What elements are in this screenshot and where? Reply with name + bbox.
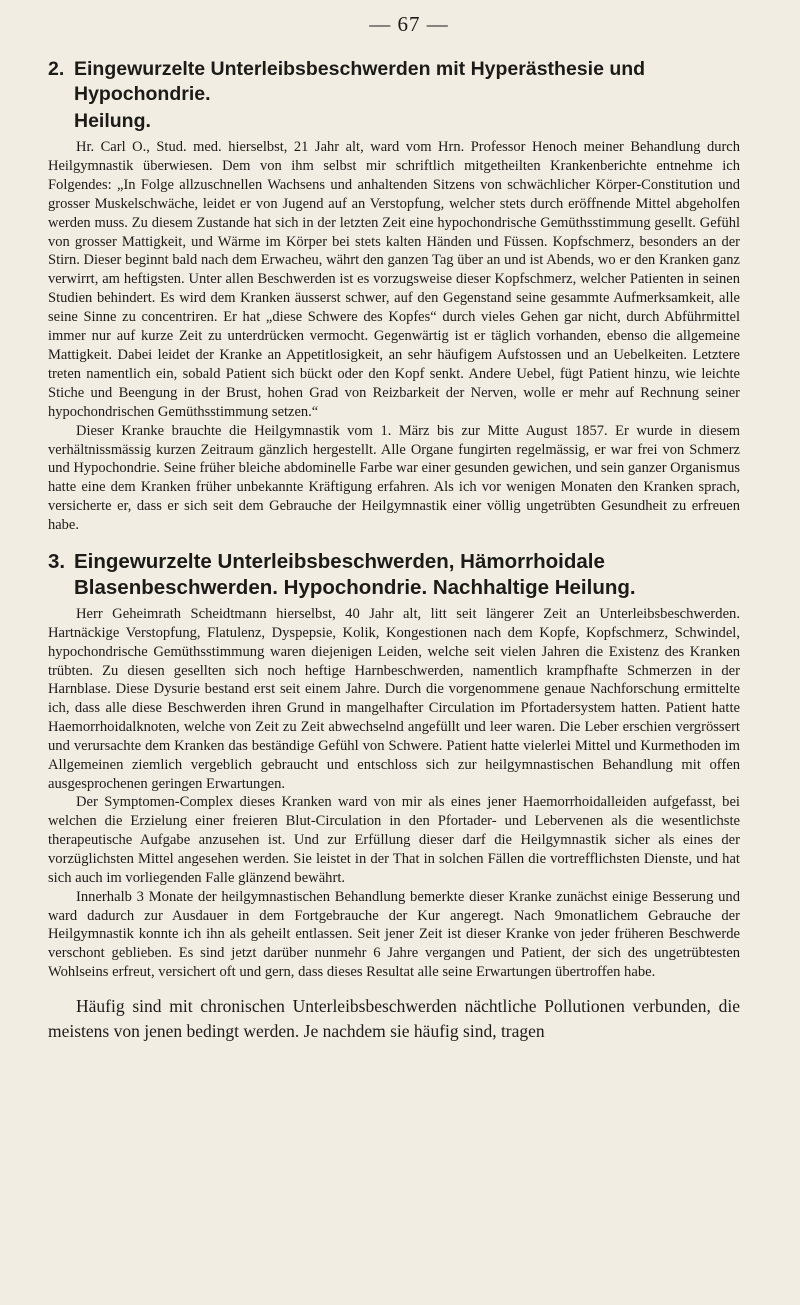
paragraph: Hr. Carl O., Stud. med. hierselbst, 21 Jahr alt, ward vom Hrn. Professor Henoch meiner Behandlung durch Heilgymnastik überwiesen. Dem von ihm selbst mir schriftlich mitgetheilten Krankenberichte entnehme ich Folgendes: „In Folge allzuschnellen Wachsens und anhaltenden Sitzens von schwächlicher Körper-Constitution und grosser Muskelschwäche, leidet er von Jugend auf an Verstopfung, welcher stets durch eröffnende Mittel abgeholfen werden muss. Zu diesem Zustande hat sich in der letzten Zeit eine hypochondrische Gemüthsstimmung gesellt. Gefühl von grosser Mattigkeit, und Wärme im Körper bei stets kalten Händen und Füssen. Kopfschmerz, besonders an der Stirn. Dieser beginnt bald nach dem Erwacheu, währt den ganzen Tag über an und ist Abends, wo er den Kranken ganz verwirrt, am heftigsten. Unter allen Beschwerden ist es vorzugsweise dieser Kopfschmerz, welcher Patienten in seinen Studien behindert. Es wird dem Kranken äusserst schwer, auf den Gegenstand seine gesammte Aufmerksamkeit, alle seine Sinne zu concentriren. Er hat „diese Schwere des Kopfes“ durch vieles Gehen gar nicht, durch Abführmittel immer nur auf kurze Zeit zu unterdrücken vermocht. Gegenwärtig ist er täglich vorhanden, ebenso die allgemeine Mattigkeit. Dabei leidet der Kranke an Appetitlosigkeit, an sehr häufigem Aufstossen und an Uebelkeiten. Letztere treten namentlich ein, sobald Patient sich bückt oder den Kopf senkt. Andere Uebel, fügt Patient hinzu, wie leichte Stiche und Beengung in der Brust, hohen Grad von Reizbarkeit der Nerven, wolle er mehr auf Rechnung seiner hypochondrischen Gemüthsstimmung setzen.“ (48, 139, 740, 420)
section-title: Eingewurzelte Unterleibsbeschwerden, Hämorrhoidale Blasenbeschwerden. Hypochondrie. Nachhaltige Heilung. (74, 550, 636, 600)
case-section-2 (48, 57, 740, 535)
section-subtitle: Heilung. (74, 110, 151, 132)
page-number: — 67 — (369, 12, 449, 36)
closing-paragraph: Häufig sind mit chronischen Unterleibsbeschwerden nächtliche Pollutionen verbunden, die meistens von jenen bedingt werden. Je nachdem sie häufig sind, tragen (48, 995, 740, 1041)
paragraph: Herr Geheimrath Scheidtmann hierselbst, 40 Jahr alt, litt seit längerer Zeit an Unterleibsbeschwerden. Hartnäckige Verstopfung, Flatulenz, Dyspepsie, Kolik, Kongestionen nach dem Kopfe, Kopfschmerz, Schwindel, hypochondrische Gemüthsstimmung waren diejenigen Leiden, welche seit vielen Jahren die Existenz des Kranken trübten. Zu diesen gesellten sich noch heftige Harnbeschwerden, namentlich krampfhafte Schmerzen in der Harnblase. Diese Dysurie bestand erst seit einem Jahre. Durch die vorgenommene genaue Nachforschung ermittelte ich, dass alle diese Beschwerden ihren Grund in mangelhafter Circulation im Pfortadersystem hatten. Patient hatte Haemorrhoidalknoten, welche von Zeit zu Zeit abwechselnd angefüllt und leer waren. Die Leber erschien vergrössert und verursachte dem Kranken das beständige Gefühl von Schwere. Patient hatte vielerlei Mittel und Kurmethoden im Allgemeinen ziemlich vergeblich gebraucht und entschloss sich zur heilgymnastischen Behandlung mit offen ausgesprochenen geringen Erwartungen. (48, 606, 740, 792)
section-heading (48, 57, 740, 107)
case-section-3 (48, 549, 740, 982)
section-title: Eingewurzelte Unterleibsbeschwerden mit Hyperästhesie und Hypochondrie. (74, 58, 646, 105)
paragraph: Der Symptomen-Complex dieses Kranken ward von mir als eines jener Haemorrhoidalleiden aufgefasst, bei welchen die Erzielung einer freieren Blut-Circulation in den Pfortader- und Lebervenen als die wesentlichste therapeutische Aufgabe anzusehen ist. Und zur Erfüllung dieser darf die Heilgymnastik sicher als eines der vorzüglichsten Mittel angesehen werden. Sie leistet in der That in solchen Fällen die vortrefflichsten Dienste, und hat sich auch im vorliegenden Falle glänzend bewährt. (48, 794, 740, 886)
section-heading (48, 549, 740, 601)
paragraph: Dieser Kranke brauchte die Heilgymnastik vom 1. März bis zur Mitte August 1857. Er wurde in diesem verhältnissmässig kurzen Zeitraum gänzlich hergestellt. Alle Organe fungirten regelmässig, er war frei von Schmerz und Hypochondrie. Seine früher bleiche abdominelle Farbe war einer gesunden gewichen, und sein ganzer Organismus hatte eine dem Kranken früher unbekannte Kräftigung erfahren. Als ich vor wenigen Monaten den Kranken sprach, versicherte er, dass er sich seit dem Gebrauche der Heilgymnastik einer völlig ungetrübten Gesundheit zu erfreuen habe. (48, 422, 740, 534)
section-number: 3. (48, 550, 66, 574)
section-number: 2. (48, 58, 65, 80)
paragraph: Innerhalb 3 Monate der heilgymnastischen Behandlung bemerkte dieser Kranke zunächst einige Besserung und ward dadurch zur Ausdauer in dem Fortgebrauche der Kur angeregt. Nach 9monatlichem Gebrauche der Heilgymnastik konnte ich ihn als geheilt entlassen. Seit jener Zeit ist dieser Kranke von jeder früheren Beschwerde verschont geblieben. Es sind jetzt darüber nunmehr 6 Jahre vergangen und Patient, der sich des ungetrübtesten Wohlseins erfreut, versichert oft und gern, dass dieses Resultat alle seine Erwartungen übertroffen habe. (48, 888, 740, 981)
